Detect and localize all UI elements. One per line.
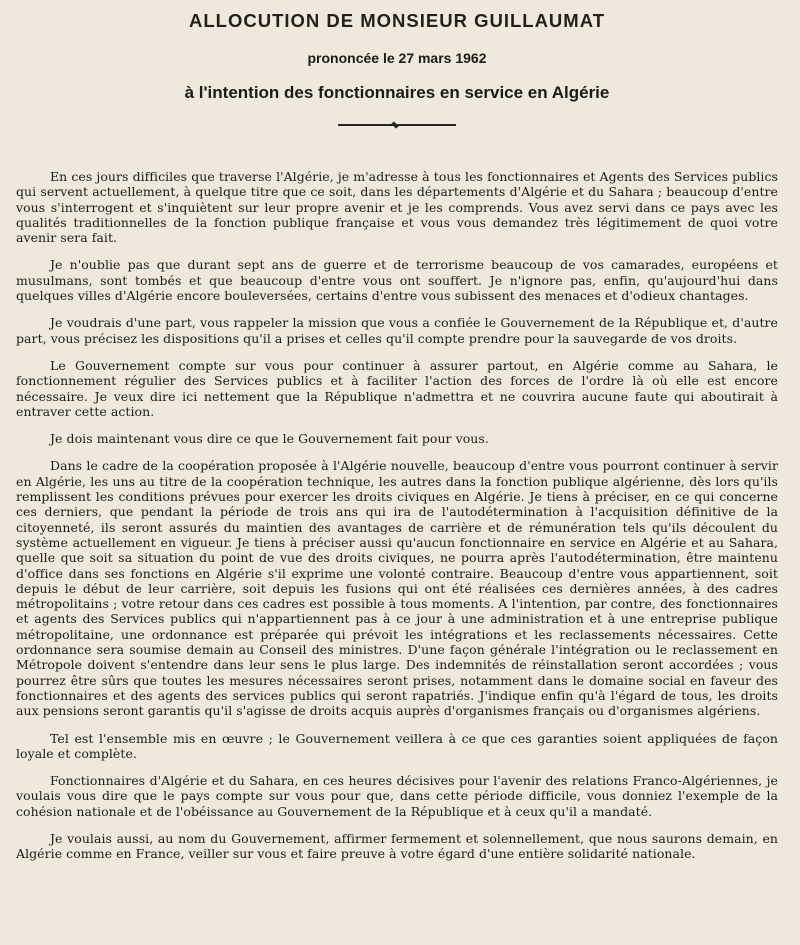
document-addressee: à l'intention des fonctionnaires en service en Algérie: [184, 83, 610, 102]
divider-diamond-icon: [391, 121, 398, 128]
paragraph-8: Fonctionnaires d'Algérie et du Sahara, en ces heures décisives pour l'avenir des relations Franco-Algériennes, je voulais vous dire que le pays compte sur vous pour que, dans cette période difficile, vous donniez l'exemple de la cohésion nationale et de l'obéissance au Gouvernement de la République et à ceux qu'il a mandaté.: [16, 773, 778, 819]
document-subtitle: prononcée le 27 mars 1962: [307, 50, 487, 66]
paragraph-5: Je dois maintenant vous dire ce que le Gouvernement fait pour vous.: [50, 431, 489, 447]
paragraph-6: Dans le cadre de la coopération proposée à l'Algérie nouvelle, beaucoup d'entre vous pourront continuer à servir en Algérie, les uns au titre de la coopération technique, les autres dans la fonction publique algérienne, dès lors qu'ils remplissent les conditions prévues pour exercer les droits civiques en Algérie. Je tiens à préciser, en ce qui concerne ces derniers, que pendant la période de trois ans qui ira de l'autodétermination à l'acquisition définitive de la citoyenneté, ils seront assurés du maintien des avantages de carrière et de rémunération tels qu'ils découlent du système actuellement en vigueur. Je tiens à préciser aussi qu'aucun fonctionnaire en service en Algérie et au Sahara, quelle que soit sa situation du point de vue des droits civiques, ne pourra après l'autodétermination, être maintenu d'office dans ses fonctions en Algérie s'il exprime une volonté contraire. Beaucoup d'entre vous appartiennent, soit depuis le début de leur carrière, soit depuis les fusions qui ont été réalisées ces dernières années, à des cadres métropolitains ; votre retour dans ces cadres est possible à tous moments. A l'intention, par contre, des fonctionnaires et agents des Services publics qui n'appartiennent pas à ce jour à une administration et à une entreprise publique métropolitaine, une ordonnance est préparée qui prévoit les intégrations et les reclassements nécessaires. Cette ordonnance sera soumise demain au Conseil des ministres. D'une façon générale l'intégration ou le reclassement en Métropole doivent s'entendre dans leur sens le plus large. Des indemnités de réinstallation seront accordées ; vous pourrez être sûrs que toutes les mesures nécessaires seront prises, notamment dans le domaine social en faveur des fonctionnaires et des agents des services publics qui seront rapatriés. J'indique enfin qu'à l'égard de tous, les droits aux pensions seront garantis qu'il s'agisse de droits acquis auprès d'organismes français ou d'organismes algériens.: [16, 458, 778, 719]
document-body: [16, 169, 778, 862]
paragraph-4: Le Gouvernement compte sur vous pour continuer à assurer partout, en Algérie comme au Sahara, le fonctionnement régulier des Services publics et à faciliter l'action des forces de l'ordre là où elle est encore nécessaire. Je veux dire ici nettement que la République n'admettra et ne couvrira aucune faute qui aboutirait à entraver cette action.: [16, 357, 778, 419]
paragraph-1: En ces jours difficiles que traverse l'Algérie, je m'adresse à tous les fonctionnaires et Agents des Services publics qui servent actuellement, à quelque titre que ce soit, dans les départements d'Algérie et du Sahara ; beaucoup d'entre vous s'interrogent et s'inquiètent sur leur propre avenir et je les comprends. Vous avez servi dans ce pays avec les qualités traditionnelles de la fonction publique française et vous vous demandez très légitimement de quoi votre avenir sera fait.: [16, 169, 778, 246]
paragraph-7: Tel est l'ensemble mis en œuvre ; le Gouvernement veillera à ce que ces garanties soient appliquées de façon loyale et complète.: [16, 730, 778, 761]
paragraph-2: Je n'oublie pas que durant sept ans de guerre et de terrorisme beaucoup de vos camarades, européens et musulmans, sont tombés et que beaucoup d'entre vous ont souffert. Je n'ignore pas, enfin, qu'aujourd'hui dans quelques villes d'Algérie encore bouleversées, certains d'entre vous subissent des menaces et d'odieux chantages.: [16, 257, 778, 304]
paragraph-9: Je voulais aussi, au nom du Gouvernement, affirmer fermement et solennellement, que nous saurons demain, en Algérie comme en France, veiller sur vous et faire preuve à votre égard d'une entière solidarité nationale.: [16, 830, 778, 862]
document-title: ALLOCUTION DE MONSIEUR GUILLAUMAT: [189, 10, 605, 31]
ornamental-divider: [338, 121, 456, 129]
paragraph-3: Je voudrais d'une part, vous rappeler la mission que vous a confiée le Gouvernement de la République et, d'autre part, vous précisez les dispositions qu'il a prises et celles qu'il compte prendre pour la sauvegarde de vos droits.: [16, 315, 778, 346]
